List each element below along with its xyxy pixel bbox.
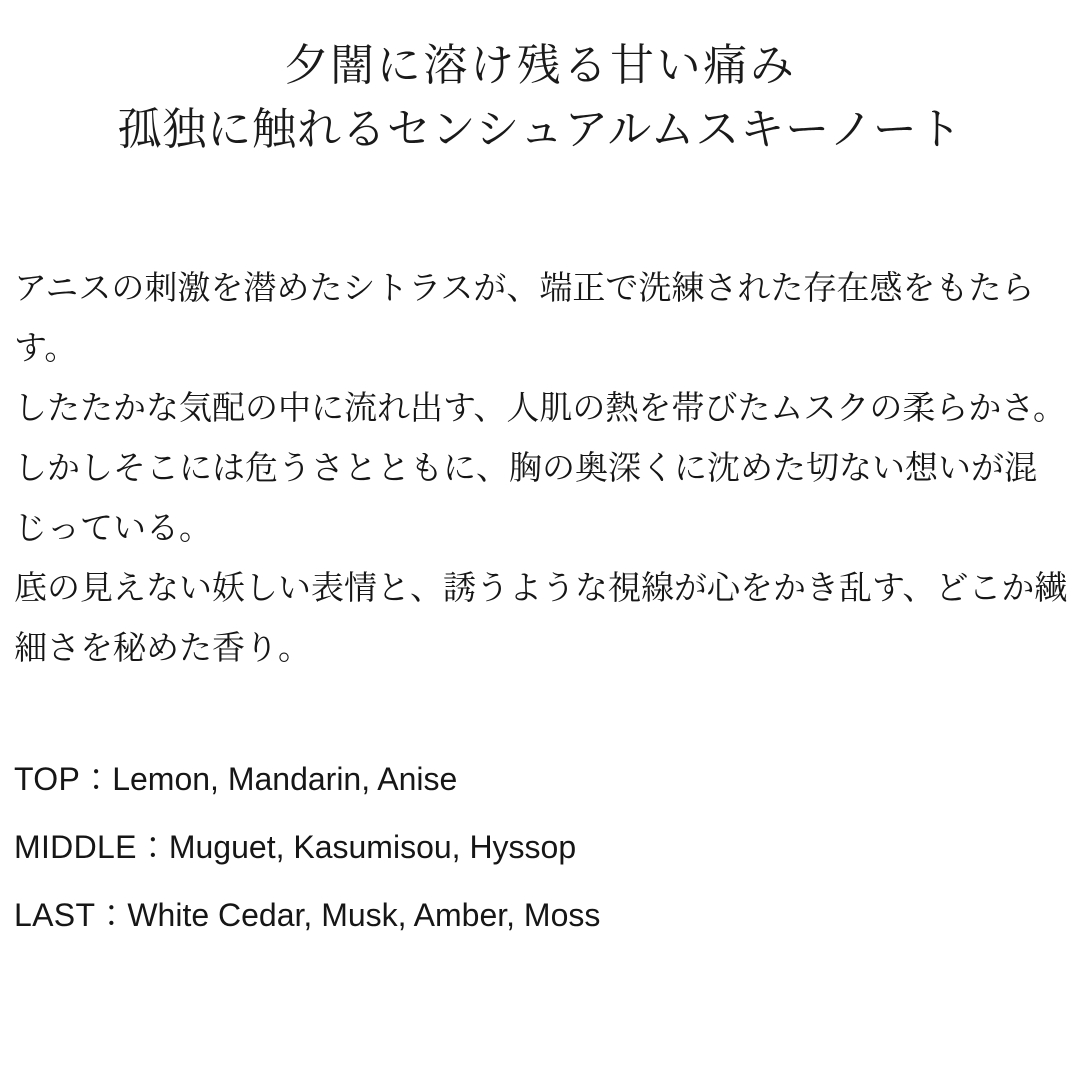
note-value-middle: Muguet, Kasumisou, Hyssop: [168, 828, 577, 865]
note-value-last: White Cedar, Musk, Amber, Moss: [127, 896, 601, 933]
page-title-line-2: 孤独に触れるセンシュアルムスキーノート: [117, 104, 963, 154]
page-title-line-1: 夕闇に溶け残る甘い痛み: [283, 41, 797, 90]
description-paragraph-1: アニスの刺激を潜めたシトラスが、端正で洗練された存在感をもたらす。: [14, 268, 1035, 366]
list-item: [14, 882, 1068, 950]
note-separator: ：: [136, 828, 169, 865]
note-label-top: TOP: [14, 760, 81, 797]
note-separator: ：: [95, 896, 128, 933]
note-separator: ：: [80, 760, 113, 797]
list-item: [14, 814, 1068, 882]
note-value-top: Lemon, Mandarin, Anise: [112, 760, 458, 797]
note-label-last: LAST: [14, 896, 96, 933]
description-body: [0, 258, 1080, 678]
description-paragraph-2: したたかな気配の中に流れ出す、人肌の熱を帯びたムスクの柔らかさ。しかしそこには危うさとともに、胸の奥深くに沈めた切ない想いが混じっている。: [14, 388, 1067, 546]
fragrance-notes-list: [0, 746, 1080, 949]
note-label-middle: MIDDLE: [14, 828, 137, 865]
description-paragraph-3: 底の見えない妖しい表情と、誘うような視線が心をかき乱す、どこか繊細さを秘めた香り。: [14, 568, 1068, 666]
page-title: [0, 0, 1080, 162]
list-item: [14, 746, 1068, 814]
